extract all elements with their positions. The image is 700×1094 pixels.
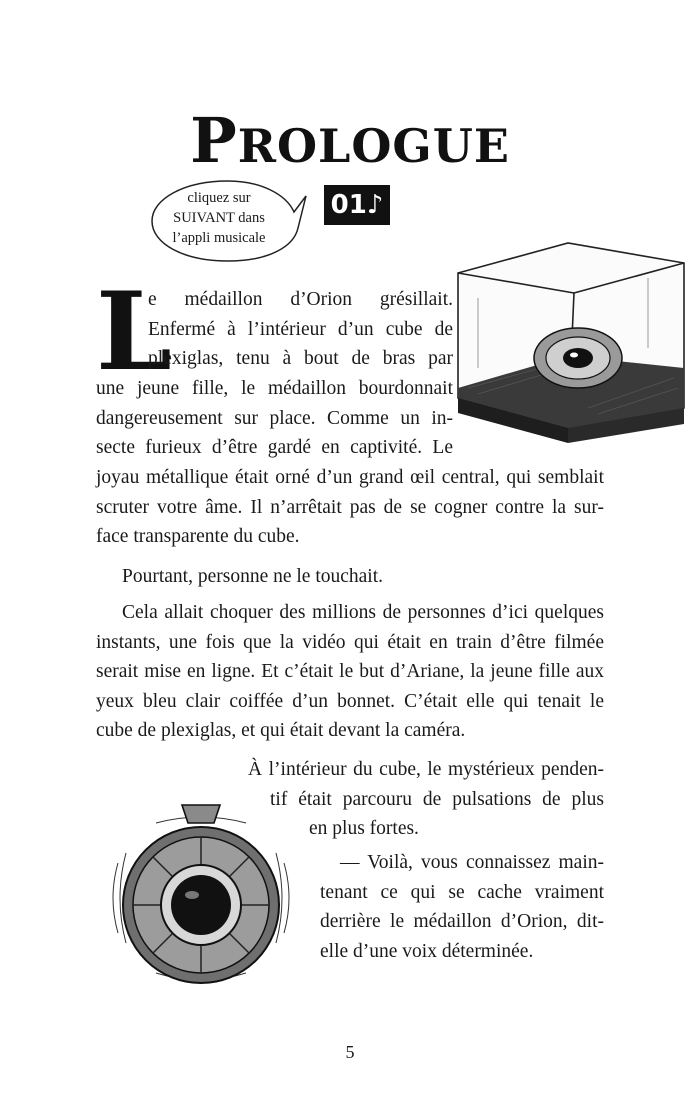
paragraph-1-narrow: une jeune fille, le médaillon bourdonnait dangereusement sur place. Comme un in- secte furieux d’être gardé en captivité. Le [96, 378, 453, 459]
paragraph-1-wrapped: e médaillon d’Orion grésillait. Enfermé à l’intérieur d’un cube de plexiglas, tenu à bout de bras par [148, 289, 453, 370]
paragraph-1-full: joyau métallique était orné d’un grand œil central, qui semblait scruter votre âme. Il n’arrêtait pas de se cogner contre la sur- face transparente du cube. [96, 467, 604, 548]
medallion-cube-illustration [448, 238, 696, 466]
paragraph-5-rest: tenant ce qui se cache vraiment derrière le médaillon d’Orion, dit- elle d’une voix déterminée. [320, 881, 604, 962]
music-track-badge: 01♪ [324, 185, 390, 225]
speech-bubble-text: cliquez sur SUIVANT dans l’appli musicale [172, 190, 266, 246]
page-number: 5 [345, 1042, 355, 1062]
paragraph-4-line-2: tif était parcouru de pulsations de plus [270, 788, 604, 810]
paragraph-5-line-1: — Voilà, vous connaissez main- [340, 852, 604, 873]
medallion-illustration [96, 793, 306, 1003]
drop-cap: L [96, 269, 172, 395]
paragraph-4-line-1: À l’intérieur du cube, le mystérieux penden- [248, 759, 604, 780]
paragraph-4-line-3: en plus fortes. [309, 818, 419, 840]
paragraph-3: Cela allait choquer des millions de personnes d’ici quelques instants, une fois que la vidéo qui était en train d’être filmée serait mise en ligne. Et c’était le but d’Ariane, la jeune fille aux yeux bleu clair coiffée d’un bonnet. C’était elle qui tenait le cube de plexiglas, et qui était devant la caméra. [96, 602, 604, 742]
paragraph-2: Pourtant, personne ne le touchait. [122, 566, 384, 587]
page-title: PROLOGUE [190, 104, 510, 177]
